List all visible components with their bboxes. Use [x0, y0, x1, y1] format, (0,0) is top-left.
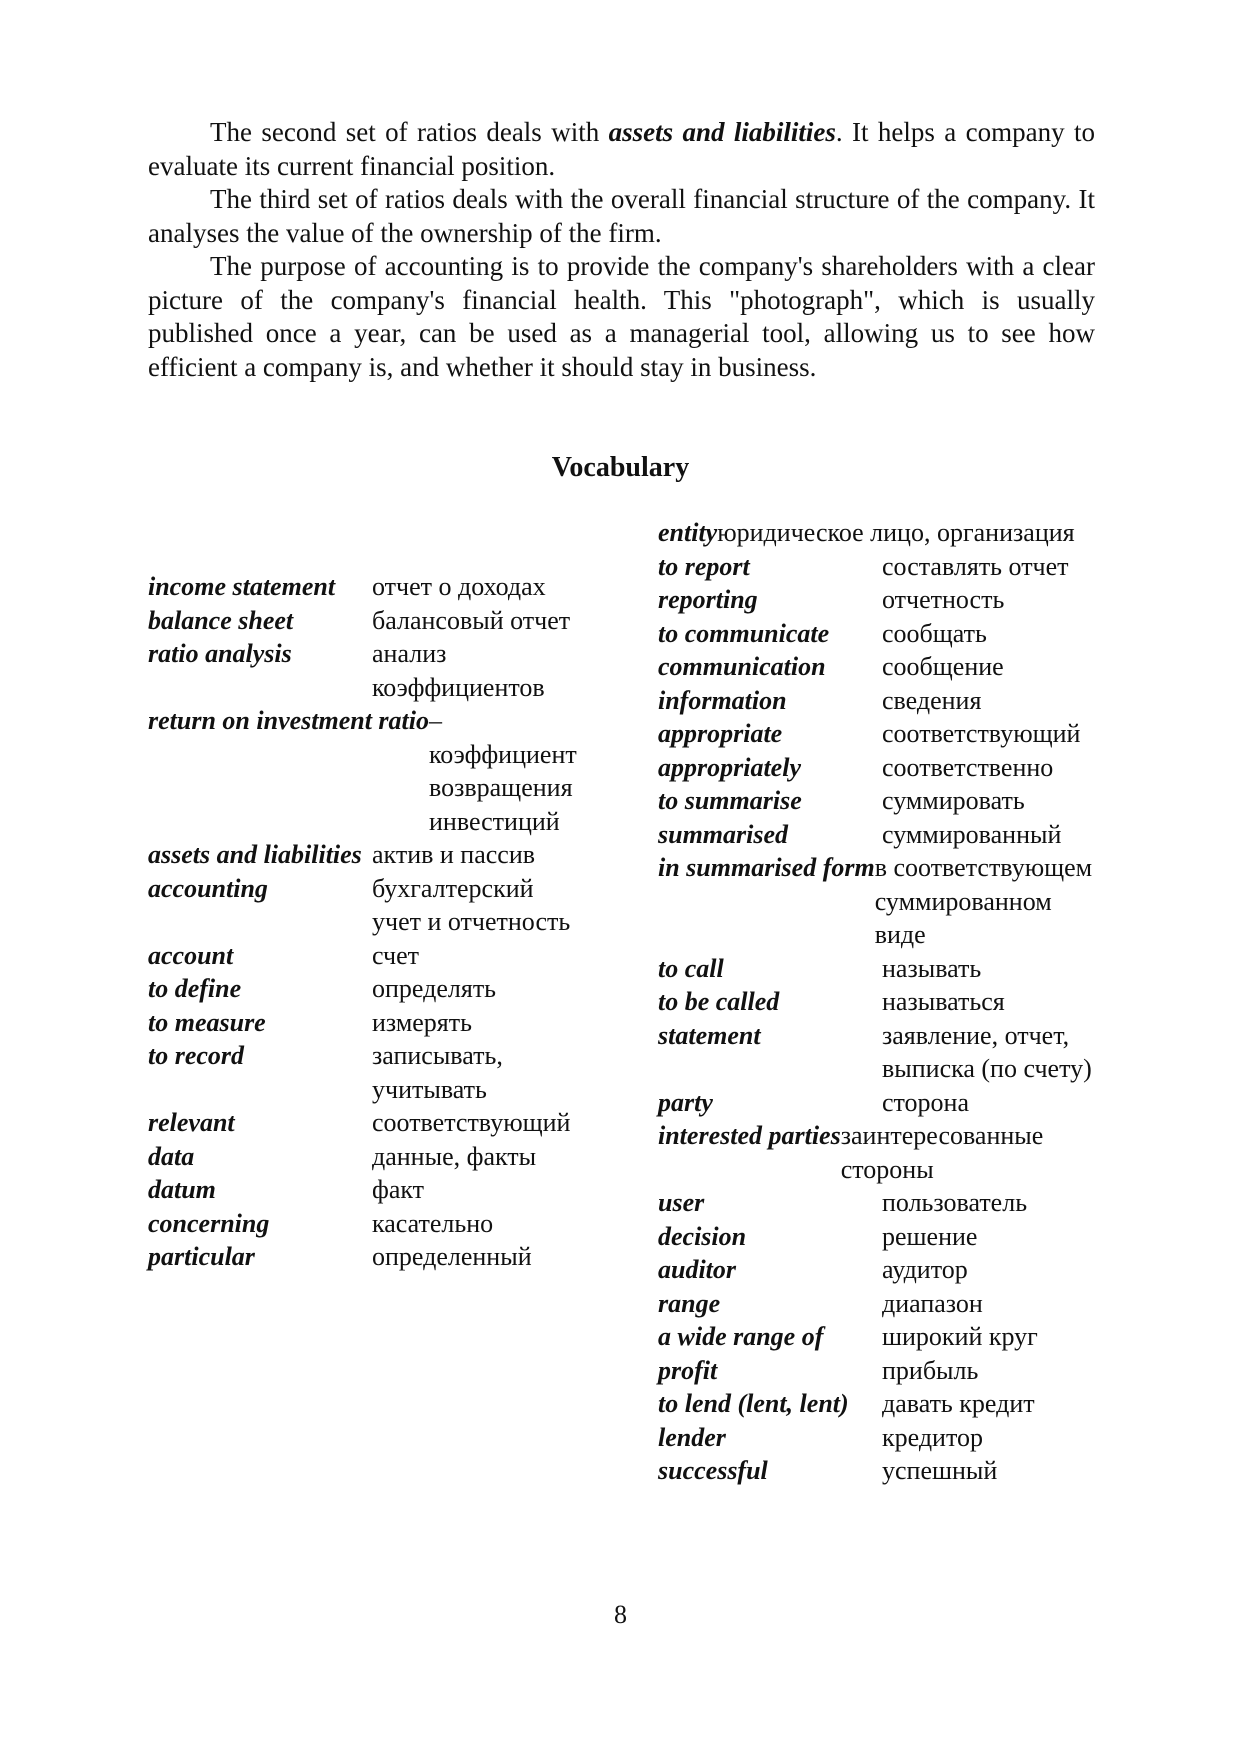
vocab-translation: определенный — [372, 1242, 532, 1271]
vocab-entry — [148, 972, 578, 1006]
vocab-entry — [658, 550, 1098, 584]
vocab-translation: заявление, отчет, выписка (по счету) — [882, 1020, 1092, 1083]
vocab-entry — [658, 516, 1098, 550]
vocab-translation: прибыль — [882, 1355, 979, 1385]
vocab-term: to summarise — [658, 786, 802, 815]
vocab-term: relevant — [148, 1108, 235, 1137]
vocabulary-left-column — [148, 570, 578, 1274]
vocab-term: summarised — [658, 819, 789, 849]
vocab-entry — [148, 1106, 578, 1140]
vocab-term: to communicate — [658, 618, 830, 648]
vocab-translation: сторона — [882, 1087, 970, 1117]
vocab-term: entity — [658, 518, 718, 547]
vocab-translation: называться — [882, 987, 1005, 1016]
vocab-entry — [658, 1186, 1098, 1220]
vocab-term: appropriate — [658, 719, 783, 748]
vocab-term: a wide range of — [658, 1322, 824, 1351]
vocab-translation: составлять отчет — [882, 551, 1069, 581]
vocab-entry — [658, 684, 1098, 718]
vocab-entry — [658, 1320, 1098, 1354]
vocab-entry — [658, 617, 1098, 651]
vocab-translation: кредитор — [882, 1422, 983, 1452]
vocab-term: statement — [658, 1020, 761, 1050]
vocab-entry — [148, 1173, 578, 1207]
vocab-translation: данные, факты — [372, 1141, 537, 1171]
vocab-translation: факт — [372, 1175, 425, 1204]
vocab-translation: отчет о доходах — [372, 572, 546, 601]
vocab-translation: суммировать — [882, 786, 1025, 815]
vocab-translation: записывать, учитывать — [372, 1041, 503, 1104]
vocabulary-title: Vocabulary — [551, 452, 690, 483]
vocab-term: concerning — [148, 1208, 270, 1238]
vocab-entry — [658, 1287, 1098, 1321]
vocab-term: balance sheet — [148, 605, 294, 635]
vocab-translation: определять — [372, 974, 497, 1003]
vocab-translation: касательно — [372, 1208, 494, 1238]
vocab-entry — [148, 637, 578, 704]
vocab-entry — [148, 1140, 578, 1174]
vocab-translation: называть — [882, 953, 982, 983]
vocab-term: lender — [658, 1422, 726, 1452]
vocab-term: to define — [148, 974, 242, 1003]
vocab-entry — [658, 1387, 1098, 1421]
vocab-translation: широкий круг — [882, 1322, 1038, 1351]
vocab-entry — [658, 1253, 1098, 1287]
vocab-translation: измерять — [372, 1007, 472, 1037]
vocab-term: to call — [658, 953, 724, 983]
vocab-translation: соответственно — [882, 752, 1054, 782]
vocab-entry — [658, 717, 1098, 751]
vocab-entry — [658, 1019, 1098, 1086]
vocab-term: in summarised form — [658, 853, 875, 882]
vocab-term: profit — [658, 1355, 718, 1385]
vocab-translation: бухгалтерский учет и отчетность — [372, 873, 571, 936]
vocab-translation: отчетность — [882, 585, 1005, 614]
vocab-term: successful — [658, 1456, 768, 1485]
vocab-translation: балансовый отчет — [372, 605, 571, 635]
vocab-term: reporting — [658, 585, 758, 614]
vocab-term: to report — [658, 551, 750, 581]
vocab-term: interested parties — [658, 1121, 841, 1150]
vocab-translation: сообщение — [882, 652, 1004, 681]
vocab-translation: анализ коэффициентов — [372, 639, 545, 702]
vocab-term: auditor — [658, 1255, 737, 1284]
vocab-entry — [658, 851, 1098, 952]
vocab-term: assets and liabilities — [148, 840, 362, 869]
vocab-entry — [148, 604, 578, 638]
vocab-translation: решение — [882, 1221, 978, 1251]
vocab-translation: счет — [372, 940, 419, 970]
vocab-term: ratio analysis — [148, 639, 292, 668]
vocab-term: party — [658, 1087, 713, 1117]
paragraph-1 — [148, 116, 1095, 183]
vocab-entry — [658, 1454, 1098, 1488]
vocab-term: decision — [658, 1221, 747, 1251]
vocab-entry — [658, 784, 1098, 818]
vocab-term: income statement — [148, 572, 336, 601]
vocab-term: account — [148, 940, 234, 970]
vocab-entry — [658, 1220, 1098, 1254]
vocab-entry — [148, 872, 578, 939]
vocab-term: appropriately — [658, 752, 801, 782]
vocab-translation: актив и пассив — [372, 840, 536, 869]
paragraph-1-part-a: The second set of ratios deals with — [210, 117, 609, 147]
vocab-translation: аудитор — [882, 1255, 968, 1284]
vocab-term: to lend (lent, lent) — [658, 1389, 849, 1418]
vocab-translation: успешный — [882, 1456, 998, 1485]
vocab-term: information — [658, 685, 787, 715]
vocab-term: data — [148, 1141, 195, 1171]
vocab-entry — [658, 583, 1098, 617]
vocab-term: to measure — [148, 1007, 266, 1037]
page-number: 8 — [614, 1600, 627, 1629]
vocab-entry — [658, 650, 1098, 684]
vocab-term: return on investment ratio — [148, 706, 429, 735]
vocab-term: datum — [148, 1175, 216, 1204]
vocab-translation: пользователь — [882, 1188, 1028, 1217]
vocab-translation: суммированный — [882, 819, 1062, 849]
vocab-translation: – коэффициент возвращения инвестиций — [429, 706, 577, 836]
vocab-translation: давать кредит — [882, 1389, 1035, 1418]
vocab-term: range — [658, 1288, 721, 1318]
vocab-translation: соответствующий — [372, 1108, 571, 1137]
vocab-term: communication — [658, 652, 826, 681]
vocab-entry — [658, 1086, 1098, 1120]
vocab-entry — [658, 952, 1098, 986]
vocab-entry — [148, 1039, 578, 1106]
vocab-translation: сведения — [882, 685, 982, 715]
vocab-entry — [658, 1354, 1098, 1388]
vocab-translation: в соответствующем суммированном виде — [874, 853, 1093, 949]
vocab-term: particular — [148, 1242, 255, 1271]
vocab-entry — [148, 939, 578, 973]
vocab-term: to record — [148, 1041, 245, 1070]
vocab-entry — [148, 1006, 578, 1040]
vocab-term: accounting — [148, 873, 268, 903]
vocab-entry — [148, 570, 578, 604]
intro-text — [148, 116, 1095, 384]
vocab-entry — [658, 1421, 1098, 1455]
vocab-term: user — [658, 1188, 705, 1217]
vocab-entry — [148, 1207, 578, 1241]
vocab-translation: сообщать — [882, 618, 987, 648]
vocab-entry — [658, 1119, 1098, 1186]
vocab-translation: юридическое лицо, организация — [717, 518, 1075, 547]
vocab-entry — [658, 818, 1098, 852]
vocab-translation: соответствующий — [882, 719, 1081, 748]
vocab-term: to be called — [658, 987, 780, 1016]
paragraph-1-emphasis: assets and liabilities — [608, 117, 836, 147]
vocab-entry — [658, 985, 1098, 1019]
vocabulary-right-column — [658, 516, 1098, 1488]
vocab-entry — [658, 751, 1098, 785]
paragraph-3: The purpose of accounting is to provide the company's shareholders with a clear picture of the company's financial health. This "photograph", which is usually published once a year, can be used as a managerial tool, allowing us to see how efficient a company is, and whether it should stay in business. — [148, 251, 1095, 382]
vocab-entry — [148, 1240, 578, 1274]
vocab-translation: заинтересованные стороны — [840, 1121, 1044, 1184]
vocab-entry — [148, 704, 578, 838]
paragraph-2: The third set of ratios deals with the overall financial structure of the company. It analyses the value of the ownership of the firm. — [148, 184, 1095, 248]
vocab-entry — [148, 838, 578, 872]
vocab-translation: диапазон — [882, 1288, 983, 1318]
paragraph-1-part-c: . It helps a company to evaluate its current financial position. — [148, 117, 1095, 181]
